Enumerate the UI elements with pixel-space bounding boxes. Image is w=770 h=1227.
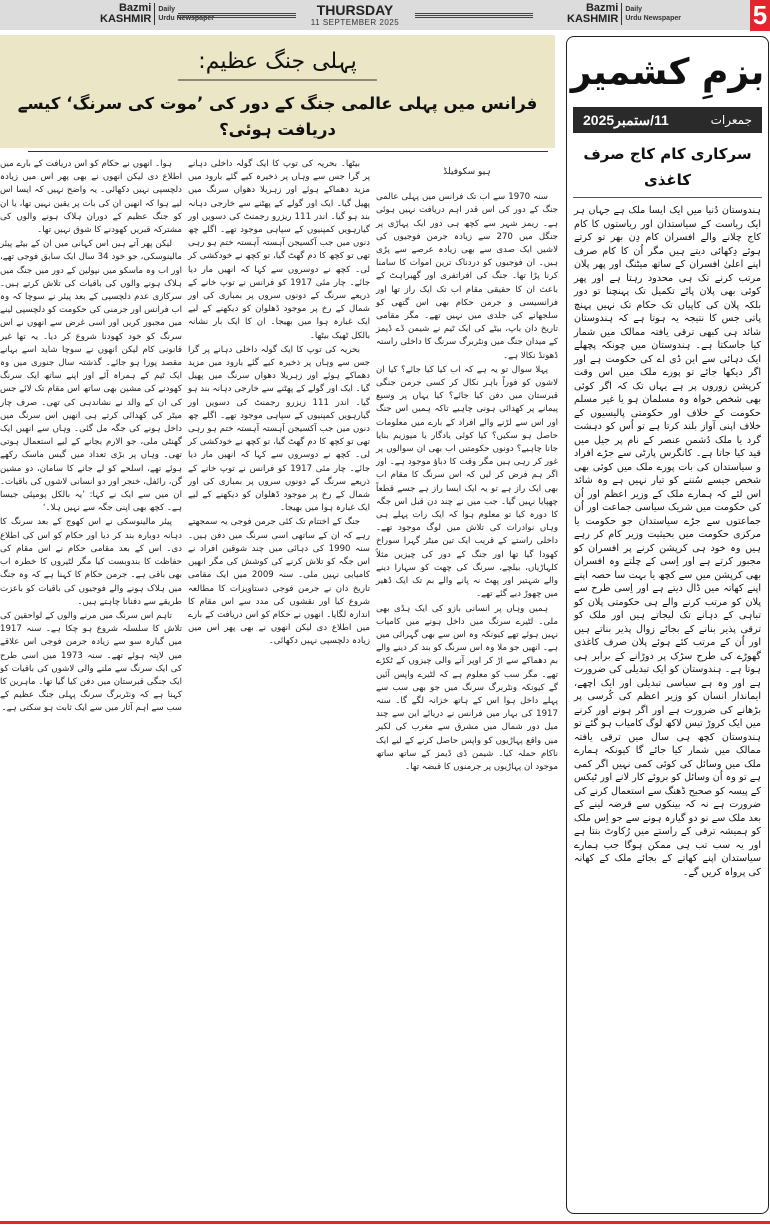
editorial-weekday: جمعرات: [710, 113, 752, 127]
editorial-title: سرکاری کام کاج صرف کاغذی: [573, 141, 762, 198]
brand-name: KASHMIR: [567, 13, 619, 25]
article-paragraph: سنہ 1970 سے اب تک فرانس میں پہلی عالمی جنگ کے دور کی اس قدر اہم دریافت نہیں ہوئی ہے۔ ریمز شہر سے کچھ ہی دور ایک پہاڑی پر جنگل میں 270 سے زیادہ جرمن فوجیوں کی لاشیں ایک صدی سے بھی زیادہ عرصے سے پڑی ہیں۔ ان فوجیوں کو دردناک ترین اموات کا سامنا کرنا پڑا تھا۔ جنگ کی افراتفری اور گھبراہٹ کے باعث ان کا حقیقی مقام اب تک ایک راز تھا اور فرانسیسی و جرمن حکام بھی اس گتھی کو سلجھانے کی جلدی میں نہیں تھے۔ مگر مقامی تاریخ دان باپ، بیٹے کی ایک ٹیم نے شیمن ڈے ڈیمز کے میدان جنگ میں ونٹربرگ سرنگ کا داخلی راستہ ڈھونڈ نکالا ہے۔: [376, 192, 558, 361]
editorial-box: [566, 36, 769, 1214]
article-byline: ہیو سکوفیلڈ: [443, 167, 491, 177]
brand-desc: Urdu Newspaper: [625, 15, 681, 22]
article-column: [188, 158, 370, 775]
brand-name: KASHMIR: [100, 13, 152, 25]
brand-desc: Daily: [158, 6, 176, 13]
article-body: [0, 158, 558, 775]
article-paragraph: پہلا سوال تو یہ ہے کہ اب کیا کیا جائے؟ کیا ان لاشوں کو فوراً باہر نکال کر کسی جرمن جنگی قبرستان میں دفن کیا جائے؟ کیا یہاں پر وسیع پیمانے پر کھدائی ہونی چاہیے تاکہ ہمیں اس جنگ اور اس سے لڑنے والے افراد کے بارے میں معلومات حاصل ہو سکیں؟ کیا کوئی یادگار یا میوزیم بنایا جانا چاہیے؟ دونوں حکومتیں اب بھی ان سوالوں پر غور کر رہی ہیں مگر وقت کا دباؤ موجود ہے۔ اور اگر ہم فرض کر لیں کہ اس سرنگ کا مقام اب بھی ایک راز ہے تو یہ ایک ایسا راز ہے جسے قطعاً چھپایا نہیں گیا۔ جب میں نے چند دن قبل اس جگہ کا دورہ کیا تو معلوم ہوا کہ ایک رات پہلے ہی وہاں نوادرات کی تلاش میں لوگ موجود تھے۔ داخلی راستے کے قریب ایک تین میٹر گہرا سوراخ کھودا گیا تھا اور جنگ کے دور کی چیزیں مثلاً کلہاڑیاں، بیلچے، سرنگ کی چھت کو سہارا دینے والے شہتیر اور پھٹ نہ پانے والے بم تک ایک ڈھیر میں چھوڑ دیے گئے تھے۔: [376, 364, 558, 600]
header-bar: [0, 0, 750, 30]
divider: [178, 13, 296, 18]
divider: [415, 13, 533, 18]
article-column: [0, 158, 182, 775]
article-column: [376, 158, 558, 775]
article-paragraph: تاہم اس سرنگ میں مرنے والوں کے لواحقین کی تلاش کا سلسلہ شروع ہو چکا ہے۔ سنہ 1917 میں گیارہ سو سے زیادہ جرمن فوجی اس علاقے میں لاپتہ ہوئے تھے۔ سنہ 1973 میں اسی طرح کی ایک سرنگ سے ملنے والی لاشوں کی باقیات کو ایک جنگی قبرستان میں دفن کیا گیا تھا۔ ماہرین کا کہنا ہے کہ ونٹربرگ سرنگ پہلی جنگ عظیم کے سب سے اہم آثار میں سے ایک ثابت ہو سکتی ہے۔: [0, 610, 182, 714]
article-paragraph: بحریہ کی توپ کا ایک گولہ داخلی دہانے پر گرا جس سے وہاں پر ذخیرہ کیے گئے بارود میں مزید دھماکے ہوئے اور زہریلا دھواں سرنگ میں پھیل گیا۔ ایک اور گولے کے پھٹنے سے خارجی دہانہ بند ہو گیا۔ اندر 111 ریزرو رجمنٹ کی دسویں اور گیارہویں کمپنیوں کے سپاہی موجود تھے۔ اگلے چھ دنوں میں جب آکسیجن آہستہ آہستہ ختم ہو رہی تھی تو کچھ کا دم گھٹ گیا، تو کچھ نے خودکشی کر لی۔ کچھ نے دوسروں سے کہا کہ انھیں مار دیا جائے۔ چار مئی 1917 کو فرانس نے توپ خانے کے ذریعے سرنگ کے دونوں سروں پر بمباری کی اور شمال کے رخ پر موجود ڈھلوان کو دیکھنے کے لیے ایک غبارہ ہوا میں بھیجا۔: [188, 344, 371, 514]
article-headline: فرانس میں پہلی عالمی جنگ کے دور کی ’موت کی سرنگ‘ کیسے دریافت ہوئی؟: [17, 94, 538, 139]
brand-logo-right: [567, 3, 681, 25]
article-paragraph: پیئر مالینوسکی نے اس کھوج کے بعد سرنگ کا دہانہ دوبارہ بند کر دیا اور حکام کو اس کی اطلاع دی۔ اس کے بعد مقامی حکام نے اس مقام کی حفاظت کا بندوبست کیا مگر لٹیروں کا خطرہ اب بھی باقی ہے۔ جرمن حکام کا کہنا ہے کہ وہ جنگ میں ہلاک ہونے والے فوجیوں کی باقیات کو باعزت طریقے سے دفنانا چاہتے ہیں۔: [0, 517, 182, 607]
article-paragraph: جنگ کے اختتام تک کئی جرمن فوجی یہ سمجھتے رہے کہ ان کے ساتھی اسی سرنگ میں دفن ہیں۔ سنہ 1990 کی دہائی میں چند شوقین افراد نے اس جگہ کو تلاش کرنے کی کوشش کی مگر انھیں کامیابی نہیں ملی۔ سنہ 2009 میں ایک مقامی تاریخ دان نے جرمن فوجی دستاویزات کا مطالعہ شروع کیا اور نقشوں کی مدد سے اس مقام کا اندازہ لگایا۔ انھوں نے حکام کو اس دریافت کے بارے میں اطلاع دی لیکن انھوں نے بھی پھر اس میں زیادہ دلچسپی نہیں دکھائی۔: [188, 517, 370, 647]
brand-desc: Urdu Newspaper: [158, 15, 214, 22]
editorial-datebar: [573, 107, 762, 133]
article-paragraph: لیکن پھر آتے ہیں اس کہانی میں ان کے بیٹے پیئر مالینوسکی، جو خود 34 سال ایک سابق فوجی تھے، اور اب وہ ماسکو میں نپولین کے دور میں جنگ میں ہلاک ہونے والوں کی باقیات کی تلاش کرتے ہیں۔ سرکاری عدم دلچسپی کے بعد پیئر نے سوچا کہ وہ اب فرانس اور جرمنی کی حکومت کو دلچسپی لینے میں مجبور کریں اور اسی غرض سے انھوں نے اس سرنگ کو خود کھودنا شروع کر دیا۔ یہ تھا غیر قانونی کام لیکن انھوں نے سوچا شاید اسے بہانے مقصد پورا ہو جائے۔ گذشتہ سال جنوری میں وہ ایک ٹیم کے ہمراہ آئے اور اپنے ساتھ ایک سرنگ کھودنے کی مشین بھی ساتھ اس مقام تک لائے جس کی ان کے والد نے نشاندہی کی تھی۔ صرف چار میٹر کی کھدائی کرتے ہی انھیں اس سرنگ میں داخل ہونے کی جگہ مل گئی۔ وہاں سے انھیں ایک گھنٹی ملی، جو الارم بجانے کے لیے استعمال ہوتی تھی۔ وہاں پر بڑی تعداد میں گیس ماسک رکھے ہوئے تھے، اسلحے کو لے جانے کا سامان، دو مشین گن، رائفل، خنجر اور دو انسانی لاشوں کی باقیات۔ ان میں سے ایک نے کہا: ’یہ بالکل پومپئی جیسا ہے۔ کچھ بھی اپنی جگہ سے نہیں ہلا۔‘: [0, 239, 183, 514]
brand-desc: Daily: [625, 6, 643, 13]
divider: [28, 151, 548, 152]
date: 11 SEPTEMBER 2025: [310, 18, 400, 27]
editorial-masthead: بزمِ کشمیر: [570, 52, 765, 93]
editorial-text: ہندوستان دُنیا میں ایک ایسا ملک ہے جہاں ہر ایک ریاست کے سیاستدان اور ریاستوں کا کام کاج چلانے والے افسران کام دِن بھر تو کرتے ہوئے دِکھائی دیتے ہیں مگر اُن کا کام صرف اپنے اعلیٰ افسران کے ساتھ میٹنگ اور پھر پلان مرتب کرنے تک ہی محدود رہتا ہے اور پھر کوئی بھی پلان پائے تکمیل تک پہنچنا تو دور بلکہ پلان کی کاپیاں تک حکام تک نہیں پہنچ پاتی جس کا نتیجہ یہ ہوتا ہے کہ ہندوستان شائد ہی کبھی ترقی یافتہ ممالک میں شمار کیا جاسکتا ہے۔ ہندوستان میں چونکہ پچھلے ایک دہائی سے این ڈی اے کی حکومت ہے اور اگر دیکھا جائے تو پورے ملک میں اس وقت کرپشن زوروں پر ہے یہاں تک کہ اگر کوئی بھی شخص خواہ وہ مسلمان ہو یا غیر مسلم حکومت کے خلاف اور حکومتی پالیسیوں کے خلاف اپنی آواز بلند کرتا ہے تو اُس کو دہشت گرد یا ملک دُشمن عنصر کے نام پر جیل میں قید کیا جاتا ہے۔ کانگرس پارٹی سے جڑے افراد و سیاستدان کی بات پورے ملک میں کوئی بھی شخص جیسے سُننے کو تیار نہیں ہے وہ شائد اس لئے کہ ہمارے ملک کے وزیر اعظم اور اُن کی حکومت میں شریک سیاسی جماعت اور اُن جماعتوں سے جڑے سیاستدان جو حکومت یا مرکزی حکومت میں بحیثیت وزیر کام کر رہے ہیں وہ خود ہی کرپشن کرنے پر افسران کو مجبور کرتے ہے اور اِسی کے چلتے وہ افسران بھی کرپشن میں سے کچھ یا بہت سا حصہ اپنے اپنے کھاتہ میں ڈال دیتے ہے اور اِسی طرح سے پلان کو مرتب کرنے والے ہی حکومتی پلان کو تباہی کے دہانے تک لیجاتے ہیں اور ملک کو ترقی پذیر بنانے کے بجائے زوال پذیر بناتے ہیں اور اُن کے مرتب کئے ہوئے پلان صرف کاغذی گھوڑے کی طرح سڑک پر دوڑانے کے برابر ہی ہوتا ہے۔ ہندوستان کو ایک تبدیلی کی ضرورت ہے اور وہ ہے سیاسی تبدیلی اور ایک اچھے، ایماندار انسان کو وزیر اعظم کی کُرسی پر بڑھانے کی ضرورت ہے اور اگر ہونے اور کرنے میں ایک کروڑ تیس لاکھ لوگ کامیاب ہو گئے تو ہندوستان کچھ ہی سال میں ترقی یافتہ ممالک میں شمار کیا جائے گا کیونکہ ہمارے ملک میں وسائل کی کوئی کمی نہیں اگر کمی ہے تو وہ اُن وسائل کو بروئے کار لانے اور ٹیکس کے پیسہ کو صحیح ڈھنگ سے استعمال کرنے کی ضرورت ہے نہ کہ بینکوں سے قرضہ لینے کے بعد ملک سے نو دو گیارہ ہونے سے جو اِس ملک کو ہمیشہ ترقی کے راستے میں رُکاوٹ بنتا ہے اور یہ سب تب ہی ممکن ہوگا جب ہمارے سیاستدان اپنے کھاتے کے بجائے ملک کے کھانہ کی پرواہ کریں گے۔: [574, 205, 761, 878]
editorial-date: 11/ستمبر2025: [583, 111, 669, 128]
article-paragraph: بیٹھا۔ بحریہ کی توپ کا ایک گولہ داخلی دہانے پر گرا جس سے وہاں پر ذخیرہ کیے گئے بارود میں مزید دھماکے ہوئے اور زہریلا دھواں سرنگ میں پھیل گیا۔ ایک اور گولے کے پھٹنے سے خارجی دہانہ بند ہو گیا۔ اندر 111 ریزرو رجمنٹ کی دسویں اور گیارہویں کمپنیوں کے سپاہی موجود تھے۔ اگلے چھ دنوں میں جب آکسیجن آہستہ آہستہ ختم ہو رہی تھی تو کچھ کا دم گھٹ گیا، تو کچھ نے خودکشی کر لی۔ کچھ نے دوسروں سے کہا کہ انھیں مار دیا جائے۔ چار مئی 1917 کو فرانس نے توپ خانے کے ذریعے سرنگ کے دونوں سروں پر بمباری کی اور شمال کے رخ پر موجود ڈھلوان کو دیکھنے کے لیے ایک غبارہ ہوا میں بھیجا۔ ان کا ایک بار نشانہ بالکل ٹھیک بیٹھا۔: [188, 159, 371, 341]
bottom-rule: [0, 1221, 770, 1224]
article-paragraph: ہوا۔ انھوں نے حکام کو اس دریافت کے بارے میں اطلاع دی لیکن انھوں نے بھی پھر اس میں زیادہ دلچسپی نہیں دکھائی۔ یہ واضح نہیں کہ ایسا اس لیے ہوا کہ انھیں ان کی بات پر یقین نہیں تھا، یا ان کو جنگ عظیم کے دوران ہلاک ہونے والوں کی مشترکہ قبریں کھودنے کا شوق نہیں تھا۔: [0, 159, 182, 236]
brand-name: Bazmi: [118, 2, 152, 14]
article-kicker: پہلی جنگ عظیم:: [178, 45, 376, 81]
brand-name: Bazmi: [585, 2, 619, 14]
article-headline-box: [0, 35, 555, 148]
page-number: 5: [750, 0, 770, 31]
weekday: THURSDAY: [316, 2, 394, 18]
dateline: [300, 2, 410, 27]
article-paragraph: ہمیں وہاں پر انسانی بازو کی ایک ہڈی بھی ملی۔ لٹیرے سرنگ میں داخل ہونے میں کامیاب نہیں ہوئے تھے کیونکہ وہ اس سے بھی گہرائی میں ہے۔ انھیں جو ملا وہ اس سرنگ کو بند کر دینے والے بم دھماکے سے اڑ کر اوپر آنے والی چیزوں کے ٹکڑے تھے۔ مگر سب کو معلوم ہے کہ لٹیرے واپس آئیں گے کیونکہ ونٹربرگ سرنگ میں جو بھی سب سے پہلے داخل ہوا اس کے ہاتھ خزانہ لگے گا۔ سنہ 1917 کی بہار میں فرانس نے دریائے این سے چند میل دور شمال میں مشرق سے مغرب کی لکیر میں واقع پہاڑیوں کو واپس حاصل کرنے کے لیے ایک ناکام حملہ کیا۔ شیمن ڈی ڈیمز کے ساتھ ساتھ موجود ان پہاڑیوں پر جرمنوں کا قبضہ تھا۔: [376, 603, 558, 772]
